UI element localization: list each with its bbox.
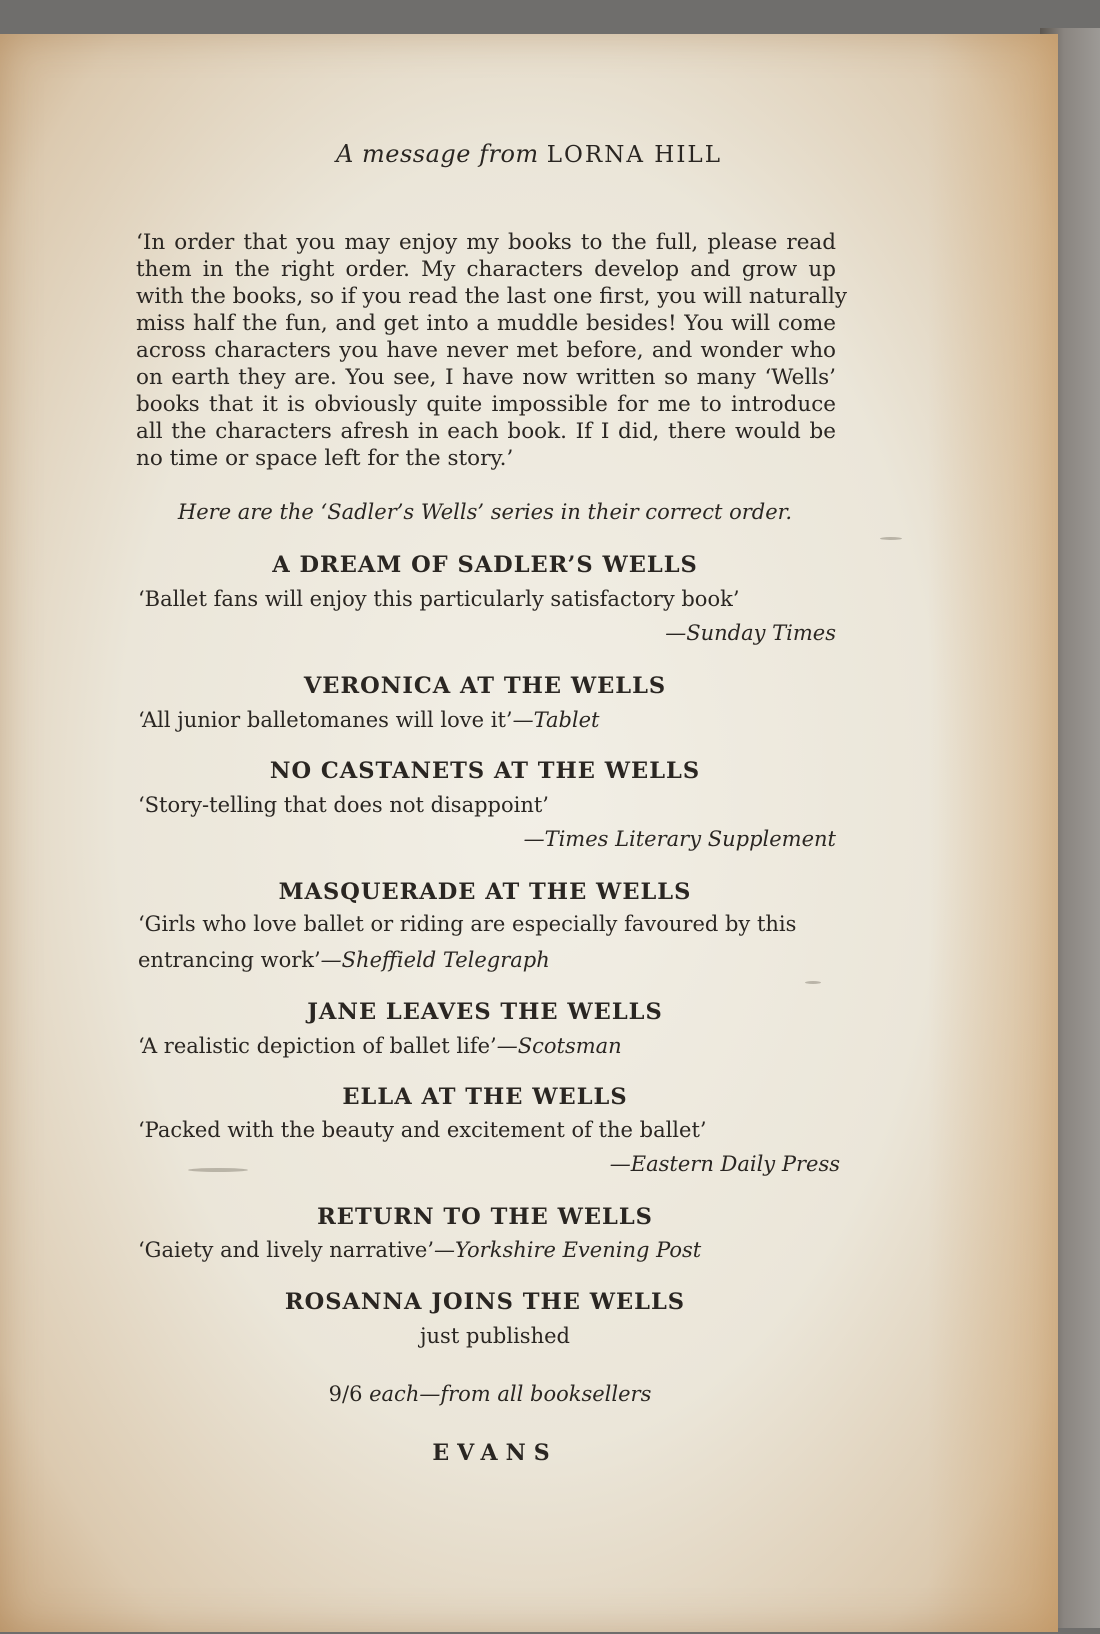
book-review-4: ‘Girls who love ballet or riding are especially favoured by this (138, 912, 797, 936)
book-source-4: —Sheffield Telegraph (320, 948, 550, 972)
price-line (0, 1382, 980, 1406)
publisher-name: EVANS (432, 1440, 558, 1466)
book-title-3: NO CASTANETS AT THE WELLS (269, 758, 701, 784)
book-review-5 (138, 1034, 622, 1058)
book-source-3: —Times Literary Supplement (523, 827, 836, 851)
book-review-7-text: ‘Gaiety and lively narrative’ (138, 1238, 434, 1262)
quote-line: books that it is obviously quite impossible for me to introduce (136, 392, 836, 417)
book-title-2: VERONICA AT THE WELLS (303, 673, 667, 699)
book-review-6: ‘Packed with the beauty and excitement of the ballet’ (138, 1118, 707, 1142)
price-text: each—from all booksellers (362, 1382, 652, 1406)
price-amount: 9/6 (328, 1382, 363, 1406)
series-intro: Here are the ‘Sadler’s Wells’ series in their correct order. (177, 500, 793, 524)
book-back-cover (0, 34, 1058, 1632)
book-review-1: ‘Ballet fans will enjoy this particularly satisfactory book’ (138, 587, 740, 611)
book-source-2: —Tablet (512, 708, 600, 732)
quote-line: ‘In order that you may enjoy my books to the full, please read (136, 230, 836, 255)
quote-line: across characters you have never met before, and wonder who (136, 338, 836, 363)
book-title-7: RETURN TO THE WELLS (317, 1204, 653, 1230)
ink-smudge (188, 1168, 248, 1172)
book-title-6: ELLA AT THE WELLS (342, 1084, 628, 1110)
author-name: LORNA HILL (546, 142, 722, 168)
book-source-5: —Scotsman (496, 1034, 622, 1058)
book-review-7 (138, 1238, 701, 1262)
quote-line: all the characters afresh in each book. If I did, there would be (136, 419, 836, 444)
quote-line: them in the right order. My characters develop and grow up (136, 257, 836, 282)
book-title-1: A DREAM OF SADLER’S WELLS (272, 552, 698, 578)
quote-line: miss half the fun, and get into a muddle besides! You will come (136, 311, 836, 336)
message-header (0, 140, 1058, 168)
quote-line: with the books, so if you read the last one first, you will naturally (136, 284, 848, 309)
book-review-2 (138, 708, 600, 732)
book-title-4: MASQUERADE AT THE WELLS (278, 879, 692, 905)
quote-line: no time or space left for the story.’ (136, 446, 514, 471)
book-source-1: —Sunday Times (665, 621, 836, 645)
quote-line: on earth they are. You see, I have now written so many ‘Wells’ (136, 365, 836, 390)
book-source-6: —Eastern Daily Press (609, 1152, 840, 1176)
book-title-5: JANE LEAVES THE WELLS (307, 999, 663, 1025)
book-review-4-cont (138, 948, 550, 972)
ink-smudge (880, 537, 902, 540)
ink-smudge (805, 981, 821, 984)
message-header-prefix: A message from (336, 140, 547, 168)
book-review-5-text: ‘A realistic depiction of ballet life’ (138, 1034, 497, 1058)
book-review-4-text: entrancing work’ (138, 948, 321, 972)
book-note-8: just published (420, 1324, 570, 1348)
book-title-8: ROSANNA JOINS THE WELLS (284, 1289, 686, 1315)
book-source-7: —Yorkshire Evening Post (434, 1238, 702, 1262)
book-review-2-text: ‘All junior balletomanes will love it’ (138, 708, 513, 732)
book-review-3: ‘Story-telling that does not disappoint’ (138, 793, 549, 817)
